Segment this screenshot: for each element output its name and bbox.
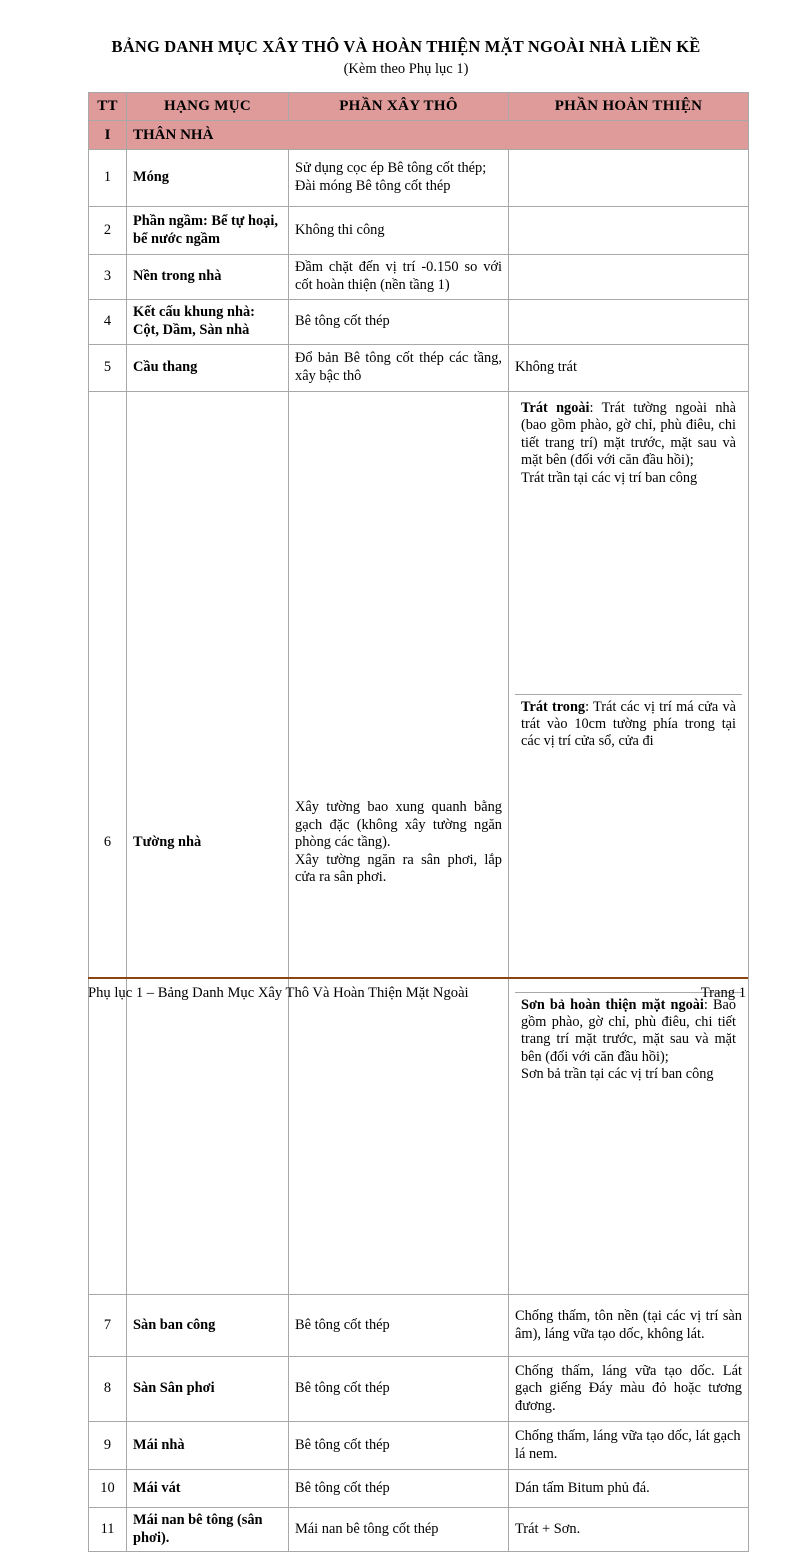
- table-row: [89, 392, 749, 1295]
- finish-subrow: [515, 992, 742, 1290]
- table-row: [89, 1357, 749, 1422]
- specification-table: [88, 92, 749, 1552]
- row-number: 8: [89, 1357, 127, 1422]
- finish-subrow: [515, 694, 742, 992]
- row-raw-spec: Sử dụng cọc ép Bê tông cốt thép; Đài móng Bê tông cốt thép: [289, 150, 509, 207]
- column-header-raw: PHẦN XÂY THÔ: [289, 93, 509, 121]
- row-raw-spec: Xây tường bao xung quanh bằng gạch đặc (không xây tường ngăn phòng các tầng). Xây tường ngăn ra sân phơi, lắp cửa ra sân phơi.: [289, 392, 509, 1295]
- finish-exterior-plaster: [515, 396, 742, 694]
- table-row: [89, 207, 749, 255]
- table-row: [89, 1508, 749, 1552]
- row-finish-spec: [509, 300, 749, 345]
- page-subtitle: (Kèm theo Phụ lục 1): [343, 60, 469, 77]
- row-item-name: Sàn Sân phơi: [127, 1357, 289, 1422]
- row-finish-spec: Chống thấm, láng vữa tạo dốc, lát gạch lá nem.: [509, 1422, 749, 1470]
- row-item-name: Kết cấu khung nhà: Cột, Dầm, Sàn nhà: [127, 300, 289, 345]
- row-number: 9: [89, 1422, 127, 1470]
- row-raw-spec: Đầm chặt đến vị trí -0.150 so với cốt hoàn thiện (nền tầng 1): [289, 255, 509, 300]
- table-row: [89, 1295, 749, 1357]
- table-row: [89, 345, 749, 392]
- row-number: 5: [89, 345, 127, 392]
- footer-content: [88, 985, 748, 1002]
- row-number: 11: [89, 1508, 127, 1552]
- row-number: 4: [89, 300, 127, 345]
- row-item-name: Nền trong nhà: [127, 255, 289, 300]
- row-item-name: Mái vát: [127, 1470, 289, 1508]
- row-finish-spec: [509, 207, 749, 255]
- title-block: [0, 0, 812, 78]
- row-number: 1: [89, 150, 127, 207]
- row-number: 2: [89, 207, 127, 255]
- row-finish-spec: Chống thấm, tôn nền (tại các vị trí sàn âm), láng vữa tạo dốc, không lát.: [509, 1295, 749, 1357]
- row-raw-spec: Đổ bản Bê tông cốt thép các tầng, xây bậc thô: [289, 345, 509, 392]
- page-footer: [88, 977, 748, 1002]
- row-finish-spec: Chống thấm, láng vữa tạo dốc. Lát gạch giếng Đáy màu đỏ hoặc tương đương.: [509, 1357, 749, 1422]
- section-number: I: [89, 121, 127, 150]
- finish-subrow: [515, 396, 742, 694]
- row-item-name: Tường nhà: [127, 392, 289, 1295]
- table-header-row: [89, 93, 749, 121]
- finish-exterior-paint-label: Sơn bả hoàn thiện mặt ngoài: [521, 996, 704, 1013]
- finish-interior-plaster-label: Trát trong: [521, 698, 586, 715]
- section-label: THÂN NHÀ: [127, 121, 749, 150]
- row-number: 6: [89, 392, 127, 1295]
- footer-page-number: Trang 1: [700, 985, 746, 1001]
- row-raw-spec: Bê tông cốt thép: [289, 1295, 509, 1357]
- row-finish-spec: Dán tấm Bitum phủ đá.: [509, 1470, 749, 1508]
- row-number: 3: [89, 255, 127, 300]
- row-raw-spec: Bê tông cốt thép: [289, 300, 509, 345]
- row-item-name: Phần ngầm: Bể tự hoại, bể nước ngầm: [127, 207, 289, 255]
- row-raw-spec: Mái nan bê tông cốt thép: [289, 1508, 509, 1552]
- row-item-name: Mái nhà: [127, 1422, 289, 1470]
- finish-exterior-paint: [515, 992, 742, 1290]
- row-finish-spec: Trát + Sơn.: [509, 1508, 749, 1552]
- row-raw-spec: Bê tông cốt thép: [289, 1470, 509, 1508]
- page-title: BẢNG DANH MỤC XÂY THÔ VÀ HOÀN THIỆN MẶT NGOÀI NHÀ LIỀN KỀ: [111, 37, 701, 56]
- row-finish-spec-group: [509, 392, 749, 1295]
- finish-interior-plaster-text: : Trát các vị trí má cửa và trát vào 10cm tường phía trong tại các vị trí cửa sổ, cửa đi: [521, 698, 736, 750]
- row-number: 10: [89, 1470, 127, 1508]
- table-row: [89, 150, 749, 207]
- row-item-name: Mái nan bê tông (sân phơi).: [127, 1508, 289, 1552]
- finish-subtable: [515, 396, 742, 1290]
- column-header-item: HẠNG MỤC: [127, 93, 289, 121]
- footer-caption: Phụ lục 1 – Bảng Danh Mục Xây Thô Và Hoàn Thiện Mặt Ngoài: [88, 985, 469, 1001]
- finish-interior-plaster: [515, 694, 742, 992]
- column-header-finish: PHẦN HOÀN THIỆN: [509, 93, 749, 121]
- row-finish-spec: Không trát: [509, 345, 749, 392]
- row-item-name: Cầu thang: [127, 345, 289, 392]
- footer-divider: [88, 977, 748, 979]
- table-row: [89, 255, 749, 300]
- row-item-name: Sàn ban công: [127, 1295, 289, 1357]
- column-header-tt: TT: [89, 93, 127, 121]
- row-finish-spec: [509, 255, 749, 300]
- specification-table-wrapper: [88, 92, 748, 1552]
- section-row: [89, 121, 749, 150]
- table-row: [89, 300, 749, 345]
- finish-exterior-plaster-label: Trát ngoài: [521, 400, 590, 416]
- row-raw-spec: Không thi công: [289, 207, 509, 255]
- table-row: [89, 1470, 749, 1508]
- finish-exterior-plaster-text: : Trát tường ngoài nhà (bao gồm phào, gờ chỉ, phù điêu, chi tiết trang trí) mặt trước, mặt sau và mặt bên (đối với căn đầu hồi); Trát trần tại các vị trí ban công: [521, 400, 736, 486]
- table-row: [89, 1422, 749, 1470]
- row-raw-spec: Bê tông cốt thép: [289, 1422, 509, 1470]
- row-number: 7: [89, 1295, 127, 1357]
- row-item-name: Móng: [127, 150, 289, 207]
- row-raw-spec: Bê tông cốt thép: [289, 1357, 509, 1422]
- row-finish-spec: [509, 150, 749, 207]
- finish-exterior-paint-text: : Bao gồm phào, gờ chỉ, phù điêu, chi tiết trang trí mặt trước, mặt sau và mặt bên (đối với căn đầu hồi); Sơn bả trần tại các vị trí ban công: [521, 996, 736, 1083]
